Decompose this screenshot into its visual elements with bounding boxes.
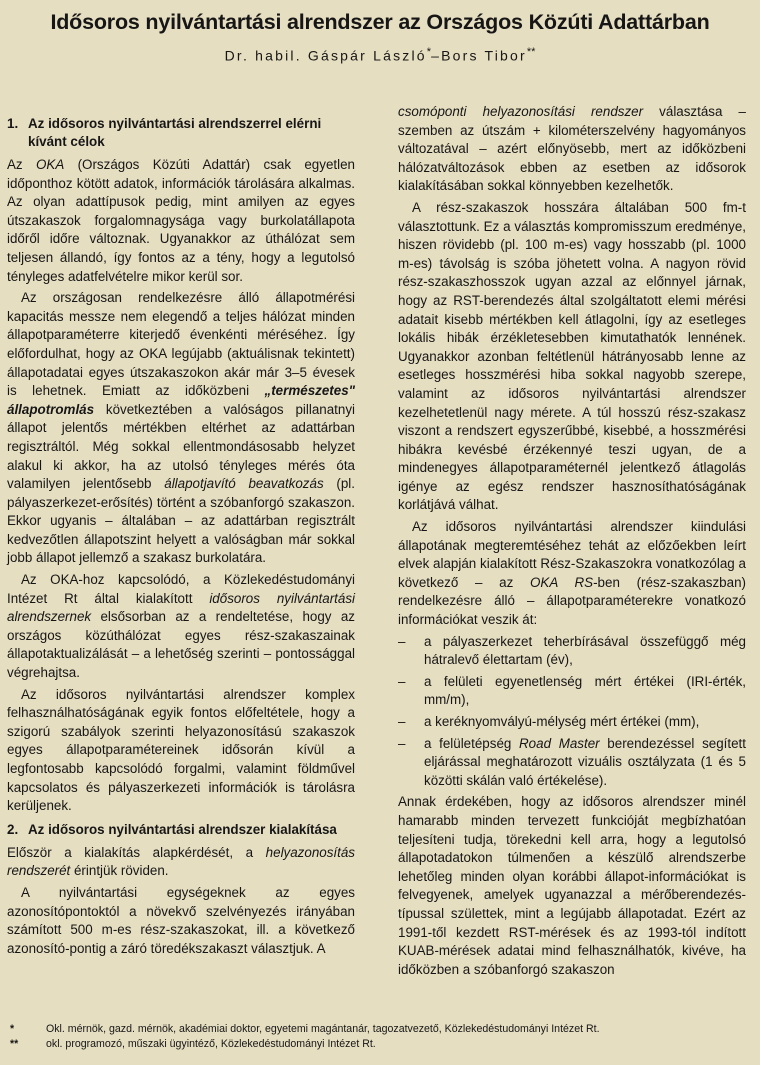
text-run: Az (7, 157, 36, 172)
footnote-1-text: Okl. mérnök, gazd. mérnök, akadémiai doktor, egyetemi magántanár, tagozatvezető, Közlekedéstudományi Intézet Rt. (46, 1023, 600, 1035)
list-dash: – (398, 735, 406, 751)
italic-term: Road Master (519, 735, 600, 751)
paragraph (7, 571, 355, 683)
paragraph (398, 518, 746, 630)
footnote-2-mark: ** (10, 1038, 19, 1050)
author-separator: – (431, 47, 442, 64)
right-column (398, 103, 746, 982)
paragraph (7, 156, 355, 286)
footnotes (10, 1022, 750, 1052)
author-2-footnote-mark: ** (526, 46, 536, 58)
text-run: (Országos Közúti Adattár) csak egyetlen időponthoz kötött adatok, információk tárolására alkalmas. Az olyan adattípusok pedig, mint amilyen az egyes útszakaszok forgalomnagysága vagy burkolatállapota időről időre változnak. Ugyanakkor az úthálózat sem teljesen állandó, így fontos az a tény, hogy a legutolsó tényleges adatfelvételre mikor kerül sor. (7, 157, 355, 284)
list-item-text: a keréknyomvályú-mélység mért értékei (mm), (424, 714, 700, 729)
paragraph (398, 103, 746, 196)
authors-line (0, 46, 760, 64)
section-1-number: 1. (7, 116, 19, 131)
section-1-title: Az idősoros nyilvántartási alrendszerrel elérni kívánt célok (28, 116, 322, 149)
list-item-text: a felületi egyenetlenség mért értékei (IRI-érték, mm/m), (424, 673, 746, 708)
list-item (398, 633, 746, 670)
list-item (398, 735, 746, 791)
list-item (398, 713, 746, 732)
list-dash: – (398, 633, 406, 649)
text-run: Az országosan rendelkezésre álló állapotmérési kapacitás messze nem elegendő a teljes hálózat minden állapotparaméterre kiterjedő évenkénti méréséhez. Így előfordulhat, hogy az OKA legújabb (aktuálisnak tekintett) állapotadatai egyes útszakaszokon akár már 3–5 évesek is lehetnek. Emiatt az időközbeni (7, 290, 355, 399)
italic-term: idősoros nyilvántartási alrendszernek (7, 590, 355, 625)
text-run: a felületépség (424, 735, 520, 751)
footnote-1 (10, 1022, 750, 1037)
footnote-2 (10, 1037, 750, 1052)
text-run: választása – szemben az útszám + kilométerszelvény hagyományos változatával – azért előnyösebb, mert az időközbeni hálózatváltozások ebben az esetben az idősorok kialakításában sokkal könnyebben kezelhetők. (398, 104, 746, 194)
paragraph: Annak érdekében, hogy az idősoros alrendszer minél hamarabb minden tervezett funkcióját megbízhatóan teljesíteni tudja, törekedni kell arra, hogy a legutolsó állapotadatokon túlmenően a készülő alrendszerbe lehetőleg minden olyan korábbi állapot-információkat is felvegyenek, amelyek ugyanazzal a mérőberendezés-típussal születtek, mint a legújabb állapotadat. Ezért az 1991-től kezdett RST-mérések és az 1993-tól indított KUAB-mérések adatai mind felhasználhatók, kivéve, ha időközben a szóbanforgó szakaszon (398, 794, 746, 977)
text-run: elsősorban az a rendeltetése, hogy az országos közúthálózat egyes rész-szakaszainak állapotaktualizálását – a lehetőség szerinti – pontossággal végrehajtsa. (7, 609, 355, 681)
section-2-title: Az idősoros nyilvántartási alrendszer kialakítása (28, 821, 337, 837)
text-run: Az idősoros nyilvántartási alrendszer kiindulási állapotának megteremtéséhez tehát az előzőekben leírt elvek alapján kialakított Rész-Szakaszokra vonatkozólag a következő – az (398, 519, 746, 590)
footnote-2-text: okl. programozó, műszaki ügyintéző, Közlekedéstudományi Intézet Rt. (46, 1038, 376, 1050)
section-1-heading (7, 115, 355, 151)
author-1-footnote-mark: * (426, 46, 432, 58)
list-item-text (424, 735, 746, 791)
section-2-heading (7, 821, 355, 839)
paragraph: A rész-szakaszok hosszára általában 500 fm-t választottunk. Ez a választás kompromisszum eredménye, hiszen rövidebb (pl. 100 m-es) vagy hosszabb (pl. 1000 m-es) távolság is szóba jöhetett volna. A nagyon rövid rész-szakaszhosszok ugyan azzal az előnnyel járnak, hogy az RST-berendezés által szolgáltatott elemi mérési adatait kisebb mértékben kell átlagolni, így az esetleges lokális hibák érzékletesebben kimutathatók lennének. Ugyanakkor azonban feltétlenül hátrányosabb lenne az esetleges hosszmérési hiba sokkal nagyobb szerepe, valamint az idősoros nyilvántartási alrendszer kezelhetetlenül nagy mérete. A túl hosszú rész-szakasz viszont a rendszert egyszerűbbé, kisebbé, a hosszmérési hibákra kevésbé érzékennyé teszi ugyan, de a mindenegyes állapotparaméternél jelentkező átlagolás igénye az egész rendszer hasznosíthatóságának korlátjává válhat. (398, 199, 746, 513)
left-column (7, 110, 355, 961)
text-run: -ben (rész-szakaszban) rendelkezésre álló – állapotparaméterekre vonatkozó információkat veszik át: (398, 574, 746, 628)
article-title: Idősoros nyilvántartási alrendszer az Országos Közúti Adattárban (50, 10, 710, 34)
text-run: érintjük röviden. (70, 863, 169, 879)
footnote-1-mark: * (10, 1023, 15, 1035)
italic-term: csomóponti helyazonosítási rendszer (398, 104, 644, 119)
list-item-text: a pályaszerkezet teherbírásával összefüggő még hátralevő élettartam (év), (424, 633, 746, 668)
text-run: (pl. pályaszerkezet-erősítés) történt a szóbanforgó szakaszon. Ekkor ugyanis – általában – az adattárban regisztrált kedvezőtlen állapotszint helyett a valóságban már sokkal jobb állapot jellemző a szakasz burkolatára. (7, 476, 356, 566)
text-run: Először a kialakítás alapkérdését, a (7, 844, 266, 860)
italic-term: állapotjavító beavatkozás (164, 476, 324, 492)
parameter-list (398, 633, 746, 791)
list-dash: – (398, 714, 406, 729)
text-run: következtében a valóságos pillanatnyi állapot jelentős mértékben eltérhet az adattárban regisztráltól. Még sokkal ellentmondásosabb helyzet alakul ki akkor, ha az utolsó tényleges mérés óta valamilyen jelentősebb (7, 401, 355, 492)
author-2: Bors Tibor (441, 47, 527, 64)
italic-term: OKA (35, 157, 65, 172)
italic-term: „természetes" állapotromlás (7, 383, 355, 417)
paragraph (7, 289, 355, 568)
italic-term: helyazonosítás rendszerét (7, 844, 355, 879)
paragraph (7, 844, 355, 881)
list-dash: – (398, 673, 406, 689)
text-run: Az OKA-hoz kapcsolódó, a Közlekedéstudományi Intézet Rt által kialakított (7, 572, 355, 606)
paragraph: A nyilvántartási egységeknek az egyes azonosítópontoktól a növekvő szelvényezés irányában számított 500 m-es rész-szakaszokat, ill. a következő azonosító-pontig a záró töredékszakaszt választjuk. A (7, 884, 355, 956)
section-2-number: 2. (7, 821, 19, 837)
italic-term: OKA RS (530, 574, 594, 590)
list-item (398, 673, 746, 710)
paragraph: Az idősoros nyilvántartási alrendszer komplex felhasználhatóságának egyik fontos előfeltétele, hogy a szigorú szabályok szerinti helyazonosítású szakaszok egyes állapotparamétereinek idősorán kívül a legfontosabb kapcsolódó forgalmi, valamint földművel kapcsolatos és pályaszerkezeti információk is tárolásra kerüljenek. (7, 686, 355, 814)
author-1: Dr. habil. Gáspár László (224, 47, 427, 64)
text-run: berendezéssel segített eljárással meghatározott vizuális osztályzata (1 és 5 közötti skálán való értékelése). (424, 735, 746, 788)
